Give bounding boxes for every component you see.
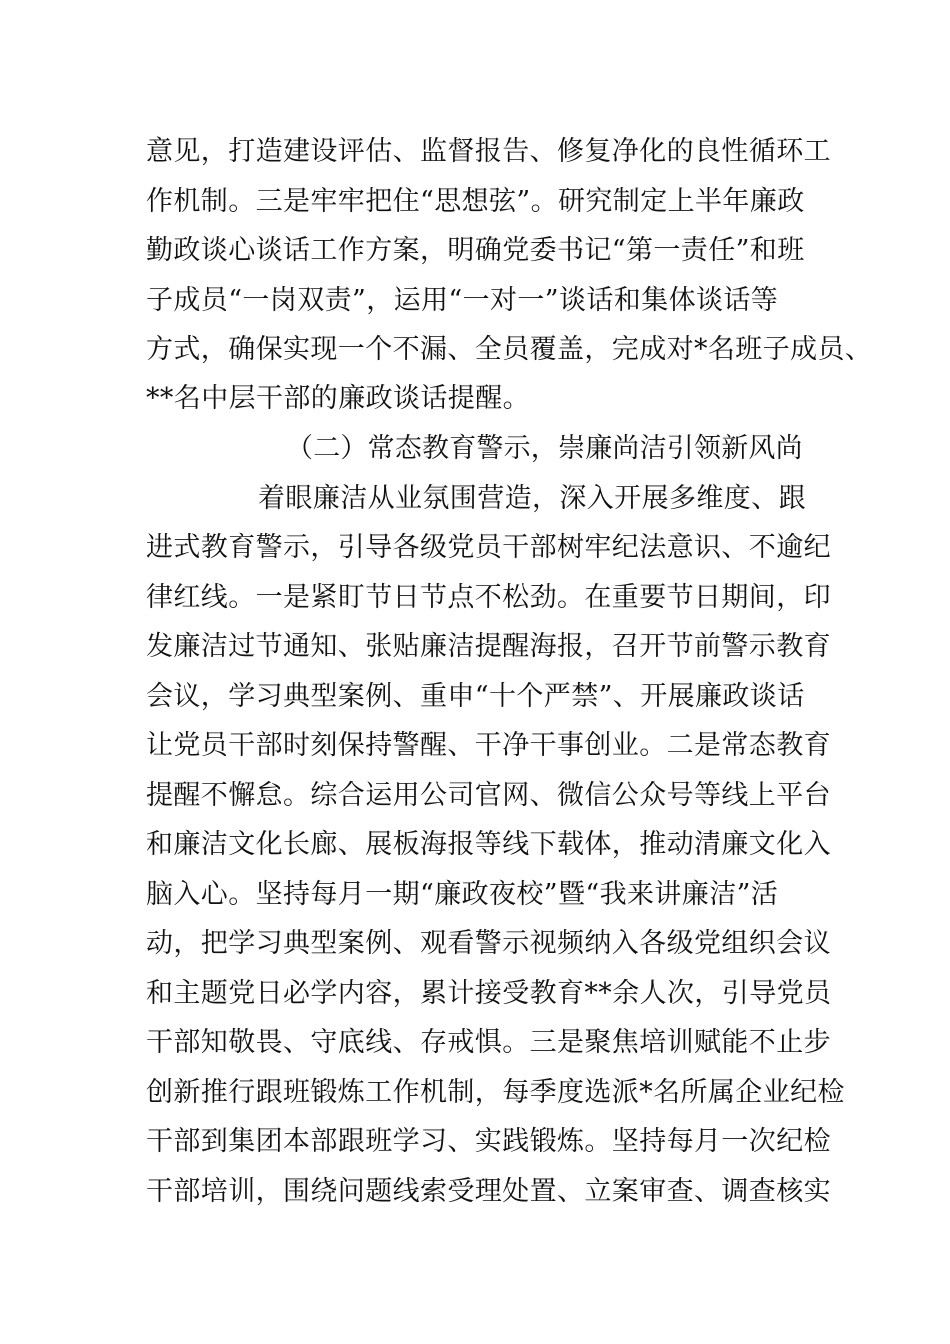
text-line: 作机制。三是牢牢把住“思想弦”。研究制定上半年廉政: [146, 186, 805, 217]
text-line: 动，把学习典型案例、观看警示视频纳入各级党组织会议: [146, 928, 831, 959]
text-line: 和主题党日必学内容，累计接受教育**余人次，引导党员: [146, 978, 832, 1009]
section-heading: （二）常态教育警示，崇廉尚洁引领新风尚: [286, 433, 803, 464]
text-line: 进式教育警示，引导各级党员干部树牢纪法意识、不逾纪: [146, 532, 831, 563]
text-line: 创新推行跟班锻炼工作机制，每季度选派*名所属企业纪检: [146, 1077, 845, 1108]
text-line: 发廉洁过节通知、张贴廉洁提醒海报，召开节前警示教育: [146, 631, 831, 662]
text-line: 子成员“一岗双责”，运用“一对一”谈话和集体谈话等: [146, 285, 779, 316]
text-line: 会议，学习典型案例、重申“十个严禁”、开展廉政谈话: [146, 681, 805, 712]
text-line: 干部到集团本部跟班学习、实践锻炼。坚持每月一次纪检: [146, 1126, 831, 1157]
text-line: 提醒不懈怠。综合运用公司官网、微信公众号等线上平台: [146, 780, 831, 811]
text-line: 意见，打造建设评估、监督报告、修复净化的良性循环工: [146, 136, 831, 167]
paragraph-first-line: 着眼廉洁从业氛围营造，深入开展多维度、跟: [258, 483, 806, 514]
text-line: 干部知敬畏、守底线、存戒惧。三是聚焦培训赋能不止步: [146, 1027, 831, 1058]
text-line: 让党员干部时刻保持警醒、干净干事创业。二是常态教育: [146, 730, 831, 761]
text-line: 脑入心。坚持每月一期“廉政夜校”暨“我来讲廉洁”活: [146, 879, 779, 910]
text-line: 律红线。一是紧盯节日节点不松劲。在重要节日期间，印: [146, 582, 831, 613]
text-line: 勤政谈心谈话工作方案，明确党委书记“第一责任”和班: [146, 235, 805, 266]
text-line: **名中层干部的廉政谈话提醒。: [146, 383, 530, 414]
text-line: 和廉洁文化长廊、展板海报等线下载体，推动清廉文化入: [146, 829, 831, 860]
text-line: 方式，确保实现一个不漏、全员覆盖，完成对*名班子成员、: [146, 334, 873, 365]
text-line: 干部培训，围绕问题线索受理处置、立案审查、调查核实: [146, 1176, 831, 1207]
